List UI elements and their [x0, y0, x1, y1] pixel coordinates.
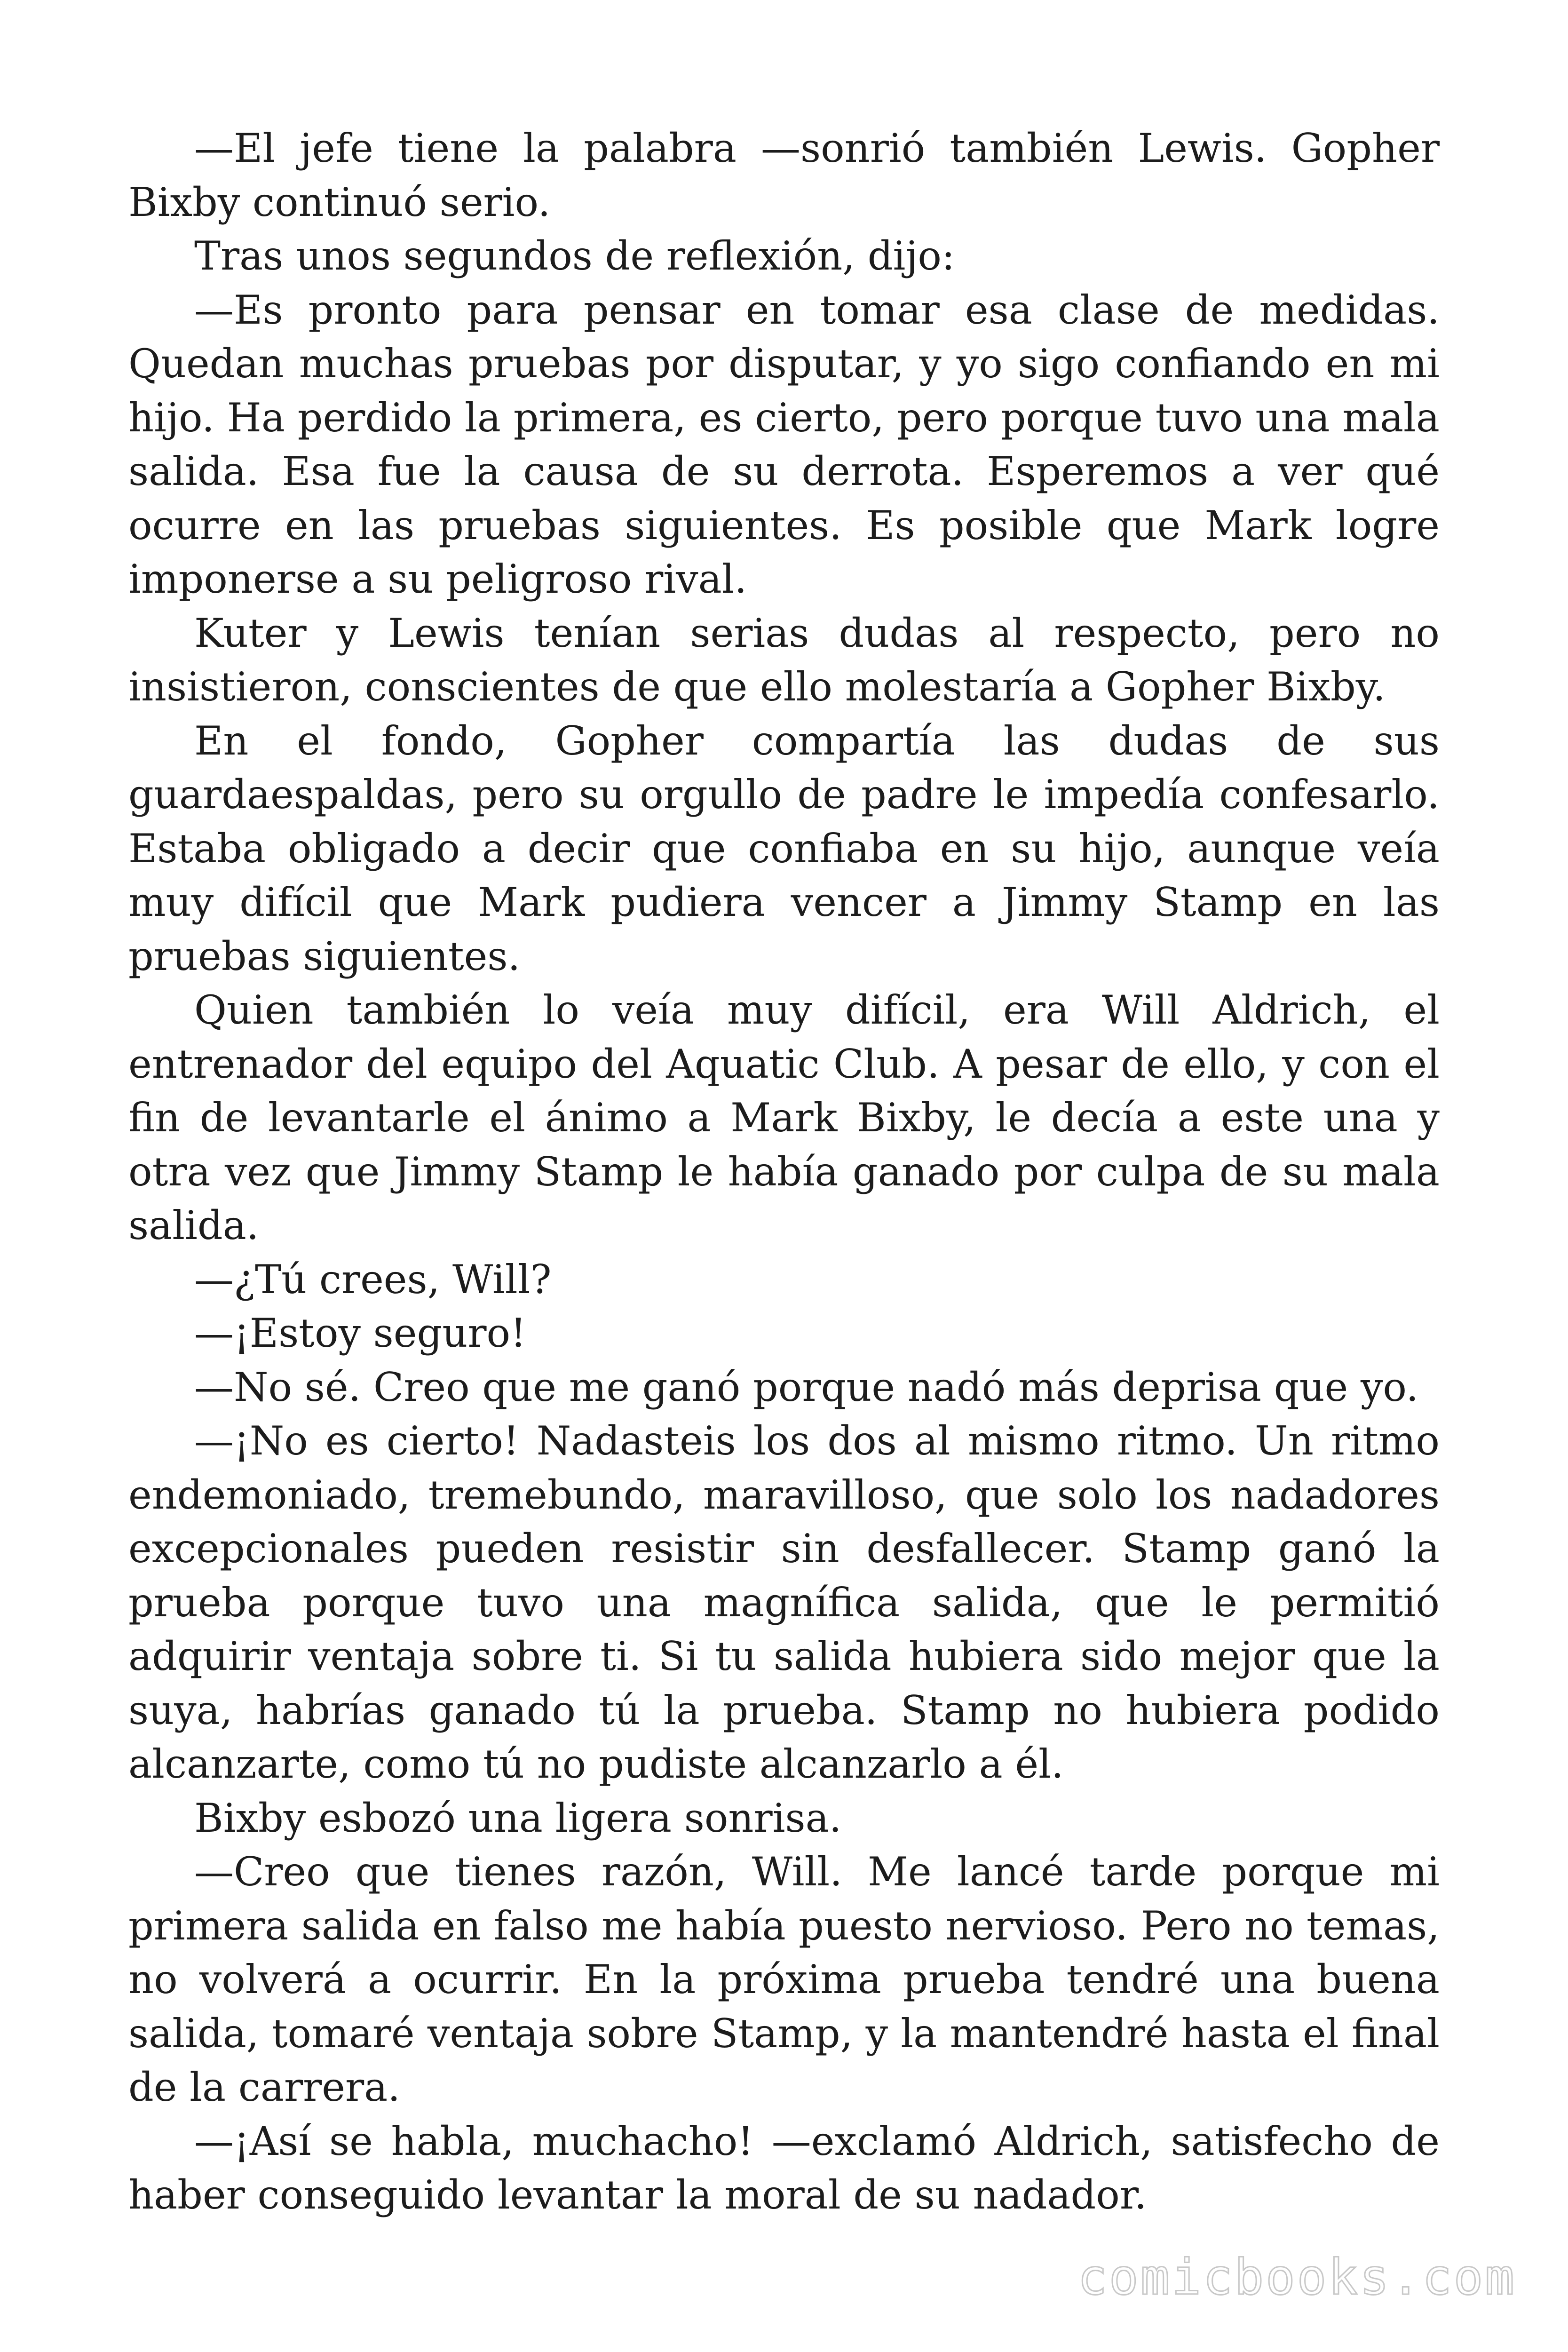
- paragraph: —El jefe tiene la palabra —sonrió también Lewis. Gopher Bixby continuó serio.: [128, 125, 1440, 225]
- paragraph: Kuter y Lewis tenían serias dudas al respecto, pero no insistieron, conscientes de que ello molestaría a Gopher Bixby.: [128, 610, 1440, 710]
- paragraph: —Es pronto para pensar en tomar esa clase de medidas. Quedan muchas pruebas por disputar, y yo sigo confiando en mi hijo. Ha perdido la primera, es cierto, pero porque tuvo una mala salida. Esa fue la causa de su derrota. Esperemos a ver qué ocurre en las pruebas siguientes. Es posible que Mark logre imponerse a su peligroso rival.: [128, 286, 1440, 602]
- paragraph: Bixby esbozó una ligera sonrisa.: [194, 1795, 842, 1841]
- paragraph: Tras unos segundos de reflexión, dijo:: [194, 233, 955, 279]
- paragraph: Quien también lo veía muy difícil, era Will Aldrich, el entrenador del equipo del Aquatic Club. A pesar de ello, y con el fin de levantarle el ánimo a Mark Bixby, le decía a este una y otra vez que Jimmy Stamp le había ganado por culpa de su mala salida.: [128, 987, 1440, 1248]
- paragraph: —¡Así se habla, muchacho! —exclamó Aldrich, satisfecho de haber conseguido levantar la moral de su nadador.: [128, 2118, 1440, 2218]
- paragraph: —¡Estoy seguro!: [194, 1310, 526, 1356]
- paragraph: —¡No es cierto! Nadasteis los dos al mismo ritmo. Un ritmo endemoniado, tremebundo, maravilloso, que solo los nadadores excepcionales pueden resistir sin desfallecer. Stamp ganó la prueba porque tuvo una magnífica salida, que le permitió adquirir ventaja sobre ti. Si tu salida hubiera sido mejor que la suya, habrías ganado tú la prueba. Stamp no hubiera podido alcanzarte, como tú no pudiste alcanzarlo a él.: [128, 1418, 1440, 1787]
- paragraph: —No sé. Creo que me ganó porque nadó más deprisa que yo.: [194, 1364, 1419, 1410]
- paragraph: —Creo que tienes razón, Will. Me lancé tarde porque mi primera salida en falso me había puesto nervioso. Pero no temas, no volverá a ocurrir. En la próxima prueba tendré una buena salida, tomaré ventaja sobre Stamp, y la mantendré hasta el final de la carrera.: [128, 1849, 1440, 2110]
- paragraph: En el fondo, Gopher compartía las dudas de sus guardaespaldas, pero su orgullo de padre le impedía confesarlo. Estaba obligado a decir que confiaba en su hijo, aunque veía muy difícil que Mark pudiera vencer a Jimmy Stamp en las pruebas siguientes.: [128, 717, 1440, 979]
- paragraph: —¿Tú crees, Will?: [194, 1256, 552, 1303]
- body-text: [128, 121, 1440, 2222]
- watermark: comicbooks.com: [1077, 2249, 1516, 2306]
